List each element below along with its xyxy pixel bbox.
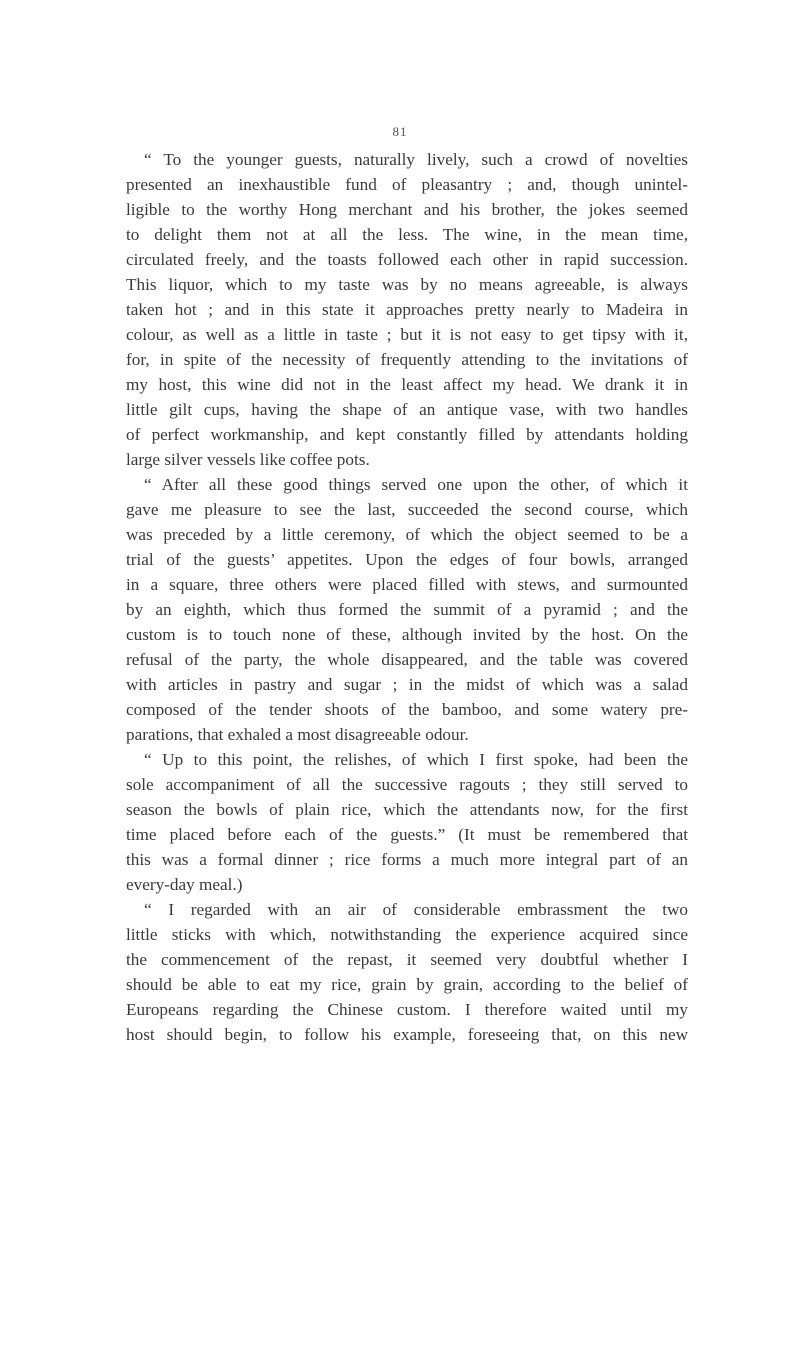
text-line: season the bowls of plain rice, which the attendants now, for the first [126,800,688,819]
text-line: to delight them not at all the less. The wine, in the mean time, [126,225,688,244]
text-line: host should begin, to follow his example, foreseeing that, on this new [126,1025,688,1044]
text-line: large silver vessels like coffee pots. [126,450,370,469]
paragraph [126,147,688,472]
text-line: every-day meal.) [126,875,243,894]
page-number: 81 [392,124,408,139]
text-line: with articles in pastry and sugar ; in the midst of which was a salad [126,675,688,694]
text-line: circulated freely, and the toasts followed each other in rapid succession. [126,250,688,269]
text-line: colour, as well as a little in taste ; but it is not easy to get tipsy with it, [126,325,688,344]
text-line: time placed before each of the guests.” (It must be remembered that [126,825,688,844]
text-line: trial of the guests’ appetites. Upon the edges of four bowls, arranged [126,550,688,569]
text-line: the commencement of the repast, it seemed very doubtful whether I [126,950,688,969]
text-line: “ After all these good things served one upon the other, of which it [144,475,688,494]
text-line: gave me pleasure to see the last, succeeded the second course, which [126,500,688,519]
text-line: of perfect workmanship, and kept constantly filled by attendants holding [126,425,688,444]
paragraph [126,747,688,897]
text-line: my host, this wine did not in the least affect my head. We drank it in [126,375,688,394]
text-line: parations, that exhaled a most disagreeable odour. [126,725,469,744]
text-line: Europeans regarding the Chinese custom. I therefore waited until my [126,1000,688,1019]
text-line: taken hot ; and in this state it approaches pretty nearly to Madeira in [126,300,688,319]
text-line: This liquor, which to my taste was by no means agreeable, is always [126,275,688,294]
text-line: presented an inexhaustible fund of pleasantry ; and, though unintel- [126,175,688,194]
text-line: little gilt cups, having the shape of an antique vase, with two handles [126,400,688,419]
text-line: by an eighth, which thus formed the summit of a pyramid ; and the [126,600,688,619]
text-line: for, in spite of the necessity of frequently attending to the invitations of [126,350,688,369]
text-line: “ To the younger guests, naturally lively, such a crowd of novelties [144,150,688,169]
text-line: “ I regarded with an air of considerable embrassment the two [144,900,688,919]
text-line: custom is to touch none of these, although invited by the host. On the [126,625,688,644]
text-line: this was a formal dinner ; rice forms a much more integral part of an [126,850,688,869]
text-line: little sticks with which, notwithstanding the experience acquired since [126,925,688,944]
text-line: sole accompaniment of all the successive ragouts ; they still served to [126,775,688,794]
paragraph [126,472,688,747]
text-line: refusal of the party, the whole disappeared, and the table was covered [126,650,688,669]
text-line: ligible to the worthy Hong merchant and his brother, the jokes seemed [126,200,688,219]
text-line: should be able to eat my rice, grain by grain, according to the belief of [126,975,688,994]
text-line: in a square, three others were placed filled with stews, and surmounted [126,575,688,594]
text-line: was preceded by a little ceremony, of which the object seemed to be a [126,525,688,544]
paragraph [126,897,688,1047]
text-line: “ Up to this point, the relishes, of which I first spoke, had been the [144,750,688,769]
text-line: composed of the tender shoots of the bamboo, and some watery pre- [126,700,688,719]
body-text [126,147,688,1047]
